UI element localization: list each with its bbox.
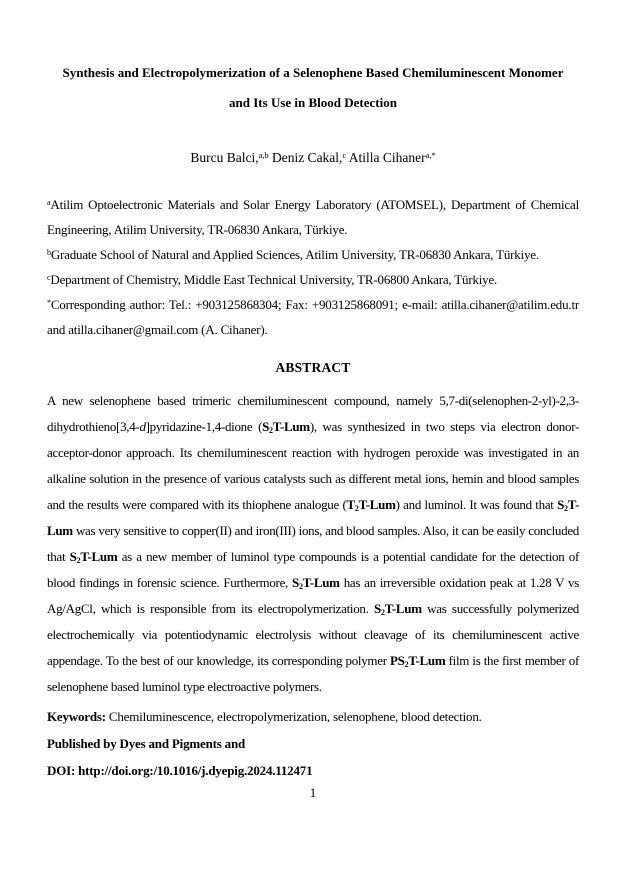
paper-title-line1: Synthesis and Electropolymerization of a Selenophene Based Chemiluminescent Monomer <box>62 65 564 80</box>
affiliation-a: $^a$Atilim Optoelectronic Materials and Solar Energy Laboratory (ATOMSEL), Department of Chemical Engineering, Atilim University, TR-06830 Ankara, Türkiye. <box>47 197 579 237</box>
corresponding-author-note: *Corresponding author: Tel.: +903125868304; Fax: +903125868091; e-mail: atilla.cihaner@atilim.edu.tr and atilla.cihaner@gmail.com (A. Cihaner). <box>47 297 579 337</box>
affiliation-c: $^c$Department of Chemistry, Middle East Technical University, TR-06800 Ankara, Türkiye. <box>47 272 498 287</box>
abstract-body: A new selenophene based trimeric chemiluminescent compound, namely 5,7-di(selenophen-2-yl)-2,3-dihydrothieno[3,4-d]pyridazine-1,4-dione (S2T-Lum), was synthesized in two steps via electron donor-acceptor-donor approach. Its chemiluminescent reaction with hydrogen peroxide was investigated in an alkaline solution in the presence of various catalysts such as different metal ions, hemin and blood samples and the results were compared with its thiophene analogue (T2T-Lum) and luminol. It was found that S2T-Lum was very sensitive to copper(II) and iron(III) ions, and blood samples. Also, it can be easily concluded that S2T-Lum as a new member of luminol type compounds is a potential candidate for the detection of blood findings in forensic science. Furthermore, S2T-Lum has an irreversible oxidation peak at 1.28 V vs Ag/AgCl, which is responsible from its electropolymerization. S2T-Lum was successfully polymerized electrochemically via potentiodynamic electrolysis without cleavage of its chemiluminescent active appendage. To the best of our knowledge, its corresponding polymer PS2T-Lum film is the first member of selenophene based luminol type electroactive polymers. <box>47 393 579 694</box>
page-number: 1 <box>309 785 317 800</box>
affiliations-block <box>47 192 579 342</box>
paper-title-line2: and Its Use in Blood Detection <box>229 95 397 110</box>
paper-title <box>47 58 579 118</box>
abstract-heading: ABSTRACT <box>275 360 351 375</box>
keywords-line: Keywords: Chemiluminescence, electropolymerization, selenophene, blood detection. <box>47 709 482 724</box>
doi-line: DOI: http://doi.org:/10.1016/j.dyepig.2024.112471 <box>47 763 313 778</box>
author-line: Burcu Balci,$^{a,b}$ Deniz Cakal,$^c$ Atilla Cihaner$^{a,*}$ <box>190 150 436 165</box>
published-line: Published by Dyes and Pigments and <box>47 736 246 751</box>
affiliation-b: $^b$Graduate School of Natural and Applied Sciences, Atilim University, TR-06830 Ankara, Türkiye. <box>47 247 539 262</box>
